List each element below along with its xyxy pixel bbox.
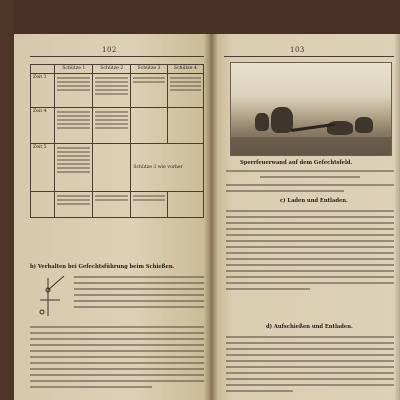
body-text-block [226,210,394,294]
body-text-block [226,184,394,196]
table-cell [131,144,204,192]
book-cover-top [0,0,400,34]
body-text-block [30,326,204,392]
body-text-block [226,336,394,396]
table-header: Schütze 2 [93,65,131,74]
table-cell [131,192,167,218]
table-row [31,108,204,144]
table-header: Schütze 4 [167,65,203,74]
header-rule [30,56,204,57]
table-cell [55,74,93,108]
table-cell [131,74,167,108]
table-cell [55,144,93,192]
table-cell [167,192,203,218]
page-number: 103 [290,46,305,54]
row-label: Zeit 3 [31,74,55,108]
photo-figure [271,107,293,133]
firing-position-diagram [34,270,70,322]
photograph [230,62,392,156]
table-header-row [31,65,204,74]
photo-figure [355,117,373,133]
drill-table [30,64,204,218]
book-spread [14,34,400,400]
row-label [31,192,55,218]
page-number: 102 [102,46,117,54]
section-heading: b) Verhalten bei Gefechtsführung beim Schießen. [30,264,175,270]
page-edge-shadow [394,34,400,400]
table-cell [167,108,203,144]
table-header: Schütze 1 [55,65,93,74]
table-row [31,192,204,218]
table-note: Schütze 3 wie vorher [133,165,183,170]
table-cell [93,144,131,192]
photo-figure [255,113,269,131]
header-rule [224,56,394,57]
table-cell [93,192,131,218]
table-cell [93,74,131,108]
row-label: Zeit 4 [31,108,55,144]
right-page [210,34,400,400]
table-row [31,144,204,192]
section-heading: c) Laden und Entladen. [280,198,348,204]
table-header: Schütze 3 [131,65,167,74]
book-gutter [204,34,218,400]
section-heading: d) Aufschießen und Entladen. [266,324,353,330]
table-cell [93,108,131,144]
photo-caption: Sperrfeuerwand auf dem Gefechtsfeld. [240,160,353,166]
caption-text [226,170,394,182]
left-page [14,34,210,400]
table-cell [55,108,93,144]
book-cover-left [0,0,14,400]
table-cell [55,192,93,218]
table-row [31,74,204,108]
body-text-block [74,276,204,312]
row-label: Zeit 5 [31,144,55,192]
photo-ground [231,137,391,155]
table-header [31,65,55,74]
table-cell [131,108,167,144]
table-cell [167,74,203,108]
